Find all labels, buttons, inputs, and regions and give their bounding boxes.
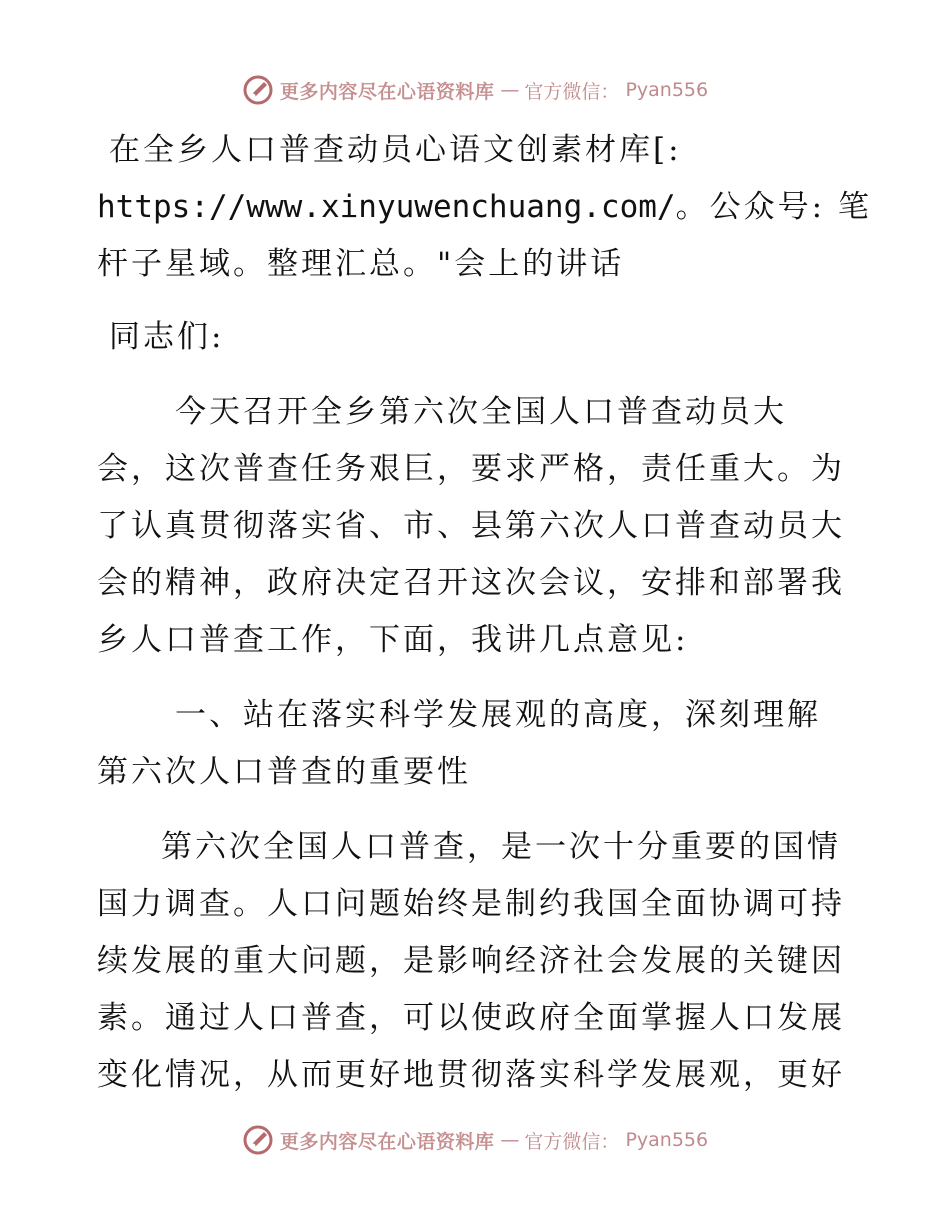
title-line-2-rest: 。公众号: 笔	[675, 189, 872, 225]
title-line-1: 在全乡人口普查动员心语文创素材库[:	[109, 132, 682, 168]
banner-promo-text: 更多内容尽在心语资料库	[279, 1130, 495, 1153]
para2-line: 素。通过人口普查，可以使政府全面掌握人口发展	[97, 1000, 845, 1036]
document-body	[97, 122, 872, 1104]
section-heading-line: 一、站在落实科学发展观的高度，深刻理解	[175, 697, 821, 733]
section-heading-line: 第六次人口普查的重要性	[97, 754, 471, 790]
para1-line: 乡人口普查工作，下面，我讲几点意见:	[97, 622, 689, 658]
banner-dash: —	[500, 79, 519, 101]
footer-banner	[0, 1120, 950, 1160]
brand-logo-icon	[242, 74, 274, 106]
para2-line: 国力调查。人口问题始终是制约我国全面协调可持	[97, 886, 845, 922]
banner-wechat-id: Pyan556	[625, 1129, 709, 1151]
para1-line: 会的精神，政府决定召开这次会议，安排和部署我	[97, 565, 845, 601]
para2-line: 续发展的重大问题，是影响经济社会发展的关键因	[97, 943, 845, 979]
banner-dash: —	[500, 1129, 519, 1151]
banner-promo-text: 更多内容尽在心语资料库	[279, 80, 495, 103]
banner-wechat-id: Pyan556	[625, 79, 709, 101]
header-banner	[0, 70, 950, 110]
para2-line: 第六次全国人口普查，是一次十分重要的国情	[161, 829, 841, 865]
banner-wechat-label: 官方微信：	[524, 1130, 620, 1153]
banner-wechat-label: 官方微信：	[524, 80, 620, 103]
source-url: https://www.xinyuwenchuang.com/	[97, 189, 676, 225]
para1-line: 了认真贯彻落实省、市、县第六次人口普查动员大	[97, 508, 845, 544]
para1-line: 会，这次普查任务艰巨，要求严格，责任重大。为	[97, 451, 845, 487]
para2-line: 变化情况，从而更好地贯彻落实科学发展观，更好	[97, 1057, 845, 1093]
salutation: 同志们:	[109, 319, 225, 355]
para1-line: 今天召开全乡第六次全国人口普查动员大	[175, 394, 787, 430]
title-line-2	[97, 179, 872, 236]
title-line-3: 杆子星域。整理汇总。"会上的讲话	[97, 246, 625, 282]
brand-logo-icon	[242, 1124, 274, 1156]
